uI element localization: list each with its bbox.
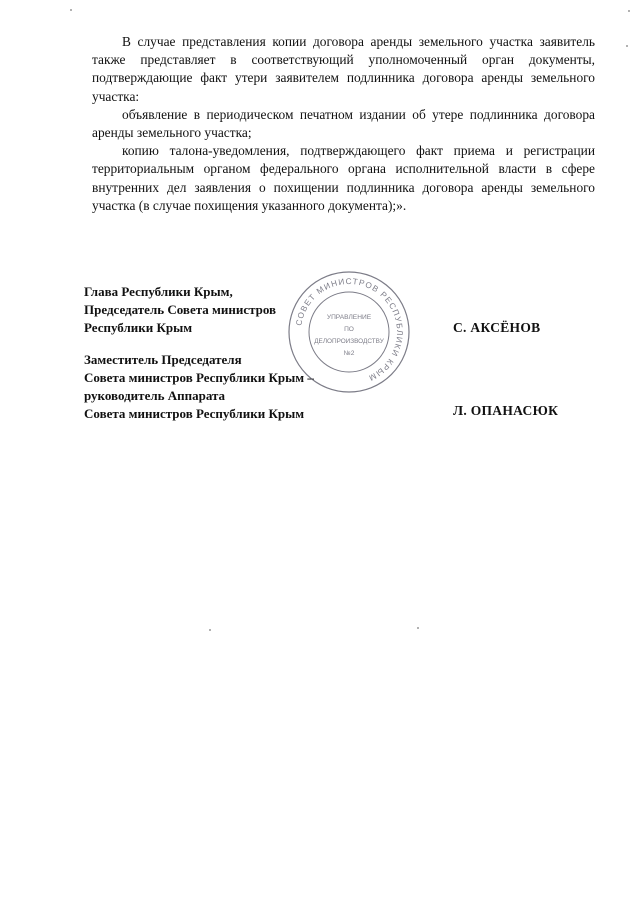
paragraph-announcement: объявление в периодическом печатном издании об утере подлинника договора аренды земельного участка; (92, 106, 595, 141)
official-stamp (286, 269, 412, 395)
signature-title-deputy (84, 351, 314, 423)
stamp-ring-text: СОВЕТ МИНИСТРОВ РЕСПУБЛИКИ КРЫМ (294, 276, 405, 383)
paragraph-talon-copy: копию талона-уведомления, подтверждающего факт приема и регистрации территориальным органом федерального органа исполнительной власти в сфере внутренних дел заявления о похищении подлинника договора аренды земельного участка (в случае похищения указанного документа);». (92, 143, 595, 213)
scan-speck (628, 10, 630, 12)
scan-speck (70, 9, 72, 11)
signature-title-line: Председатель Совета министров (84, 302, 277, 317)
scan-speck (417, 627, 419, 629)
signature-title-line: Совета министров Республики Крым (84, 406, 305, 421)
signatory-name-deputy: Л. ОПАНАСЮК (453, 403, 559, 418)
stamp-center-line: УПРАВЛЕНИЕ (326, 314, 372, 321)
signature-title-line: Глава Республики Крым, (84, 284, 233, 299)
stamp-center-line: №2 (343, 350, 355, 357)
stamp-center-line: ДЕЛОПРОИЗВОДСТВУ (314, 338, 384, 345)
signature-title-head (84, 283, 276, 337)
signature-title-line: Заместитель Председателя (84, 352, 242, 367)
signature-title-line: Совета министров Республики Крым – (84, 370, 314, 385)
document-body (92, 33, 595, 215)
signature-title-line: Республики Крым (84, 320, 193, 335)
scan-speck (209, 629, 211, 631)
stamp-center-line: ПО (344, 326, 354, 333)
scan-speck (626, 45, 628, 47)
paragraph-intro: В случае представления копии договора аренды земельного участка заявитель также представляет в соответствующий уполномоченный орган документы, подтверждающие факт утери заявителем подлинника договора аренды земельного участка: (92, 34, 595, 104)
signature-title-line: руководитель Аппарата (84, 388, 226, 403)
signatory-name-head: С. АКСЁНОВ (453, 320, 541, 335)
